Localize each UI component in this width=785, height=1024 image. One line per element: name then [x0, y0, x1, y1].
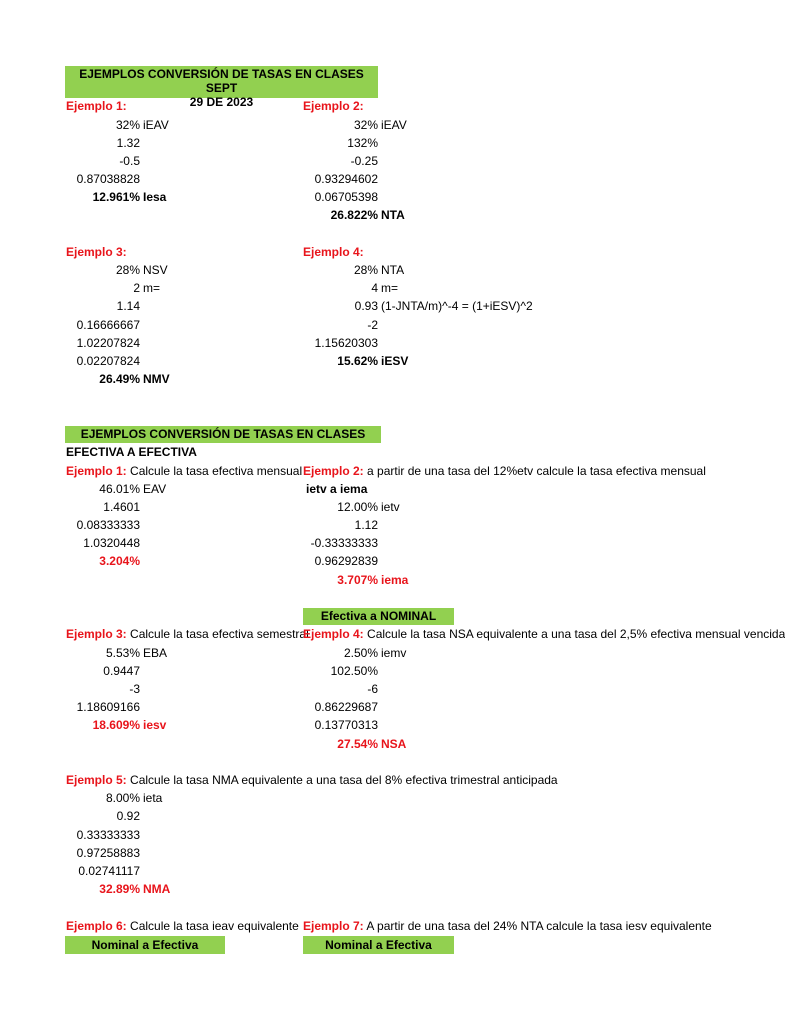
b2-ej5-r2-value: 0.92: [116, 809, 140, 823]
b2-ej1-r1-value: 46.01%: [99, 482, 140, 496]
ej4-r1-value: 28%: [353, 263, 378, 277]
ej3-r5-value: 1.02207824: [76, 336, 140, 350]
b2-ej6-text: Calcule la tasa ieav equivalente: [126, 919, 299, 933]
b2-ej2-sub: ietv a iema: [306, 482, 368, 496]
b2-ej4-r5-value: 0.13770313: [314, 718, 378, 732]
nominal-efectiva-header-right: Nominal a Efectiva: [303, 936, 454, 954]
ej4-r3-value: 0.93: [354, 299, 378, 313]
b2-ej3-r2-value: 0.9447: [103, 664, 140, 678]
b2-ej5-r1-value: 8.00%: [105, 791, 140, 805]
ej3-r2-unit: m=: [143, 281, 161, 295]
ej4-r2-value: 4: [371, 281, 378, 295]
ej1-title: Ejemplo 1:: [66, 99, 127, 113]
b2-ej1-r5-value: 3.204%: [99, 554, 140, 568]
b2-ej5-r1-unit: ieta: [143, 791, 163, 805]
block2-subtitle: EFECTIVA A EFECTIVA: [66, 445, 197, 459]
ej3-r6-value: 0.02207824: [76, 354, 140, 368]
b2-ej4-r2-value: 102.50%: [330, 664, 378, 678]
ej3-r1-unit: NSV: [143, 263, 168, 277]
ej2-r2-value: 132%: [347, 136, 378, 150]
b2-ej2-label: [303, 462, 706, 480]
b2-ej5-label: [66, 771, 688, 789]
b2-ej2-r3-value: -0.33333333: [310, 536, 378, 550]
b2-ej3-r1-value: 5.53%: [105, 646, 140, 660]
ej4-r6-value: 15.62%: [337, 354, 378, 368]
b2-ej4-r4-value: 0.86229687: [314, 700, 378, 714]
b2-ej2-text: a partir de una tasa del 12%etv calcule la tasa efectiva mensual: [363, 464, 706, 478]
b2-ej5-text: Calcule la tasa NMA equivalente a una tasa del 8% efectiva trimestral anticipada: [126, 773, 558, 787]
b2-ej5-title: Ejemplo 5:: [66, 773, 127, 787]
ej2-r6-unit: NTA: [381, 208, 405, 222]
ej2-r3-value: -0.25: [350, 154, 378, 168]
b2-ej5-r3-value: 0.33333333: [76, 828, 140, 842]
ej3-r7-value: 26.49%: [99, 372, 140, 386]
ej4-r5-value: 1.15620303: [314, 336, 378, 350]
b2-ej4-r6-unit: NSA: [381, 737, 407, 751]
ej1-r2-value: 1.32: [116, 136, 140, 150]
b2-ej5-r4-value: 0.97258883: [76, 846, 140, 860]
b2-ej4-text: Calcule la tasa NSA equivalente a una tasa del 2,5% efectiva mensual vencida: [363, 627, 785, 641]
ej1-r5-value: 12.961%: [92, 190, 140, 204]
b2-ej4-r1-value: 2.50%: [343, 646, 378, 660]
block2-header: EJEMPLOS CONVERSIÓN DE TASAS EN CLASES: [65, 426, 381, 443]
ej4-r2-unit: m=: [381, 281, 399, 295]
b2-ej1-r3-value: 0.08333333: [76, 518, 140, 532]
b2-ej6-label: [66, 917, 303, 935]
b2-ej7-label: [303, 917, 712, 935]
b2-ej3-label: [66, 625, 309, 643]
b2-ej2-r4-value: 0.96292839: [314, 554, 378, 568]
b2-ej7-title: Ejemplo 7:: [303, 919, 364, 933]
b2-ej4-label: [303, 625, 785, 643]
ej3-r4-value: 0.16666667: [76, 318, 140, 332]
b2-ej4-title: Ejemplo 4:: [303, 627, 364, 641]
b2-ej1-title: Ejemplo 1:: [66, 464, 127, 478]
ej2-r1-unit: iEAV: [381, 118, 407, 132]
b2-ej4-r3-value: -6: [367, 682, 378, 696]
b2-ej1-r4-value: 1.0320448: [83, 536, 140, 550]
ej1-r1-unit: iEAV: [143, 118, 169, 132]
b2-ej1-r1-unit: EAV: [143, 482, 167, 496]
ej2-r4-value: 0.93294602: [314, 172, 378, 186]
block1-header-line1: EJEMPLOS CONVERSIÓN DE TASAS EN CLASES SEPT: [79, 67, 364, 95]
b2-ej2-r2-value: 1.12: [354, 518, 378, 532]
ej3-r1-value: 28%: [115, 263, 140, 277]
b2-ej4-r6-value: 27.54%: [337, 737, 378, 751]
ej1-r5-unit: Iesa: [143, 190, 167, 204]
ej1-r4-value: 0.87038828: [76, 172, 140, 186]
b2-ej5-r6-value: 32.89%: [99, 882, 140, 896]
ej4-r6-unit: iESV: [381, 354, 409, 368]
b2-ej1-label: [66, 462, 303, 480]
b2-ej6-title: Ejemplo 6:: [66, 919, 127, 933]
b2-ej2-r5-value: 3.707%: [337, 573, 378, 587]
ej4-title: Ejemplo 4:: [303, 245, 364, 259]
ej3-r7-unit: NMV: [143, 372, 170, 386]
b2-ej4-r1-unit: iemv: [381, 646, 407, 660]
b2-ej2-r1-value: 12.00%: [337, 500, 378, 514]
ej2-title: Ejemplo 2:: [303, 99, 364, 113]
b2-ej3-text: Calcule la tasa efectiva semestral: [126, 627, 309, 641]
ej3-r3-value: 1.14: [116, 299, 140, 313]
b2-ej1-r2-value: 1.4601: [103, 500, 140, 514]
ej4-r4-value: -2: [367, 318, 378, 332]
ej3-r2-value: 2: [133, 281, 140, 295]
b2-ej7-text: A partir de una tasa del 24% NTA calcule la tasa iesv equivalente: [363, 919, 712, 933]
b2-ej2-title: Ejemplo 2:: [303, 464, 364, 478]
ej4-r3-formula: (1-JNTA/m)^-4 = (1+iESV)^2: [381, 299, 533, 313]
b2-ej3-r3-value: -3: [129, 682, 140, 696]
block1-header-line2: 29 DE 2023: [189, 95, 254, 109]
b2-ej2-r5-unit: iema: [381, 573, 409, 587]
efectiva-nominal-header: Efectiva a NOMINAL: [303, 608, 454, 625]
ej2-r6-value: 26.822%: [330, 208, 378, 222]
b2-ej1-text: Calcule la tasa efectiva mensual: [126, 464, 303, 478]
nominal-efectiva-header-left: Nominal a Efectiva: [65, 936, 225, 954]
b2-ej3-r4-value: 1.18609166: [76, 700, 140, 714]
ej4-r1-unit: NTA: [381, 263, 405, 277]
ej3-title: Ejemplo 3:: [66, 245, 127, 259]
b2-ej3-r5-unit: iesv: [143, 718, 167, 732]
b2-ej5-r5-value: 0.02741117: [78, 864, 140, 878]
ej1-r3-value: -0.5: [119, 154, 140, 168]
b2-ej2-r1-unit: ietv: [381, 500, 400, 514]
b2-ej3-r1-unit: EBA: [143, 646, 168, 660]
ej2-r5-value: 0.06705398: [314, 190, 378, 204]
b2-ej3-title: Ejemplo 3:: [66, 627, 127, 641]
b2-ej5-r6-unit: NMA: [143, 882, 171, 896]
ej2-r1-value: 32%: [353, 118, 378, 132]
b2-ej3-r5-value: 18.609%: [92, 718, 140, 732]
ej1-r1-value: 32%: [115, 118, 140, 132]
